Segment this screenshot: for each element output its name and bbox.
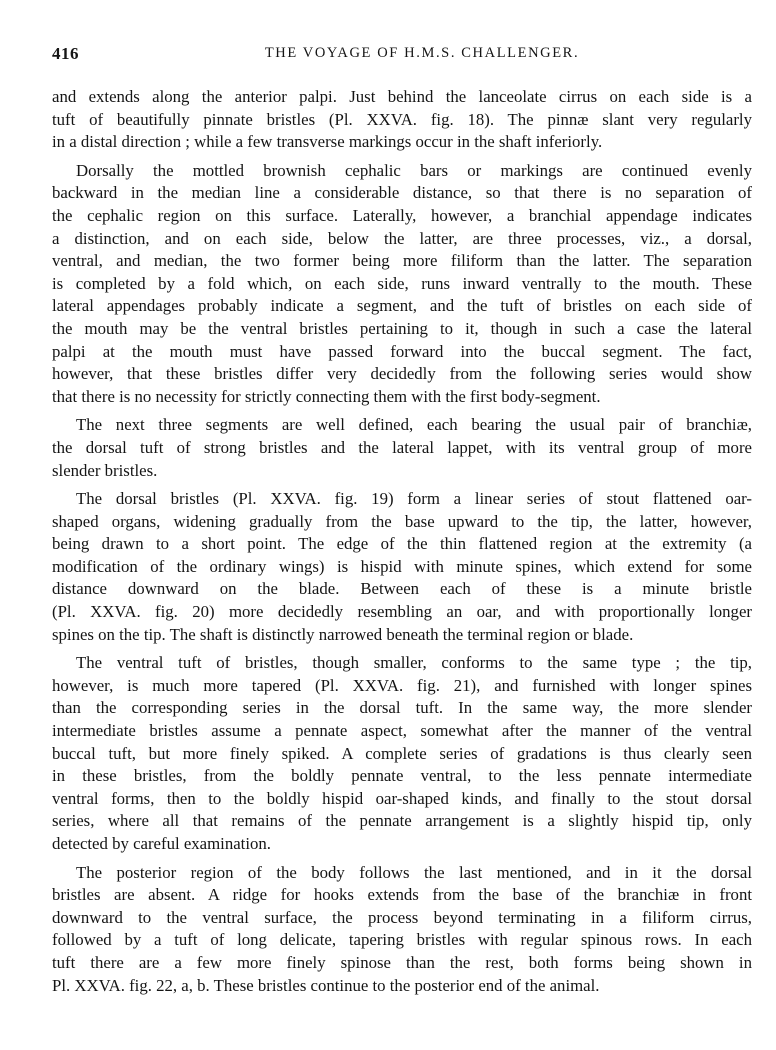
text-line: intermediate bristles assume a pennate aspect, somewhat after the manner of the ventral (52, 721, 752, 741)
paragraph (52, 160, 752, 409)
text-line: distance downward on the blade. Between each of these is a minute bristle (52, 579, 752, 599)
page-number: 416 (52, 44, 79, 63)
running-title: THE VOYAGE OF H.M.S. CHALLENGER. (264, 45, 580, 61)
text-line: tuft of beautifully pinnate bristles (Pl. XXVA. fig. 18). The pinnæ slant very regularly (52, 109, 752, 129)
text-line: slender bristles. (52, 460, 158, 480)
text-line: Dorsally the mottled brownish cephalic bars or markings are continued evenly (76, 160, 752, 180)
text-line: downward to the ventral surface, the process beyond terminating in a filiform cirrus, (52, 907, 752, 927)
text-line: however, is much more tapered (Pl. XXVA. fig. 21), and furnished with longer spines (52, 675, 752, 695)
text-line: buccal tuft, but more finely spiked. A complete series of gradations is thus clearly seen (52, 743, 752, 763)
text-line: Pl. XXVA. fig. 22, a, b. These bristles continue to the posterior end of the animal. (52, 975, 600, 995)
text-line: ventral, and median, the two former being more filiform than the latter. The separation (52, 251, 752, 271)
paragraph (52, 488, 752, 646)
text-line: the dorsal tuft of strong bristles and the lateral lappet, with its ventral group of more (52, 437, 752, 457)
paragraph (52, 414, 752, 482)
text-line: and extends along the anterior palpi. Just behind the lanceolate cirrus on each side is a (52, 87, 752, 106)
text-line: (Pl. XXVA. fig. 20) more decidedly resembling an oar, and with proportionally longer (52, 602, 752, 622)
text-line: a distinction, and on each side, below the latter, are three processes, viz., a dorsal, (52, 228, 752, 248)
text-line: series, where all that remains of the pennate arrangement is a slightly hispid tip, only (52, 811, 752, 831)
text-line: the cephalic region on this surface. Laterally, however, a branchial appendage indicates (52, 205, 752, 225)
paragraph (52, 862, 752, 998)
text-line: followed by a tuft of long delicate, tapering bristles with regular spinous rows. In each (52, 930, 752, 950)
text-line: The dorsal bristles (Pl. XXVA. fig. 19) form a linear series of stout flattened oar- (76, 489, 752, 509)
text-line: The ventral tuft of bristles, though smaller, conforms to the same type ; the tip, (76, 653, 752, 673)
text-line: The next three segments are well defined, each bearing the usual pair of branchiæ, (76, 415, 752, 435)
text-line: shaped organs, widening gradually from the base upward to the tip, the latter, however, (52, 511, 752, 531)
text-line: spines on the tip. The shaft is distinctly narrowed beneath the terminal region or blade. (52, 624, 634, 644)
text-line: the mouth may be the ventral bristles pertaining to it, though in such a case the lateral (52, 318, 752, 338)
text-line: is completed by a fold which, on each side, runs inward ventrally to the mouth. These (52, 273, 752, 293)
paragraph (52, 652, 752, 855)
text-line: than the corresponding series in the dorsal tuft. In the same way, the more slender (52, 698, 752, 718)
body-text (52, 86, 752, 997)
text-line: in a distal direction ; while a few transverse markings occur in the shaft inferiorly. (52, 132, 603, 152)
text-line: The posterior region of the body follows the last mentioned, and in it the dorsal (76, 862, 752, 882)
paragraph (52, 86, 752, 154)
text-line: tuft there are a few more finely spinose than the rest, both forms being shown in (52, 952, 752, 972)
text-line: lateral appendages probably indicate a segment, and the tuft of bristles on each side of (52, 296, 752, 316)
text-line: ventral forms, then to the boldly hispid oar-shaped kinds, and finally to the stout dorsal (52, 788, 752, 808)
text-line: modification of the ordinary wings) is hispid with minute spines, which extend for some (52, 556, 752, 576)
text-line: detected by careful examination. (52, 834, 271, 853)
text-line: backward in the median line a considerable distance, so that there is no separation of (52, 183, 752, 203)
text-line: that there is no necessity for strictly connecting them with the first body-segment. (52, 386, 601, 406)
text-line: however, that these bristles differ very decidedly from the following series would show (52, 364, 752, 384)
text-line: in these bristles, from the boldly pennate ventral, to the less pennate intermediate (52, 766, 752, 786)
text-line: palpi at the mouth must have passed forward into the buccal segment. The fact, (52, 341, 752, 361)
page-header (52, 44, 752, 68)
text-line: being drawn to a short point. The edge of the thin flattened region at the extremity (a (52, 534, 752, 554)
text-line: bristles are absent. A ridge for hooks extends from the base of the branchiæ in front (52, 885, 752, 905)
